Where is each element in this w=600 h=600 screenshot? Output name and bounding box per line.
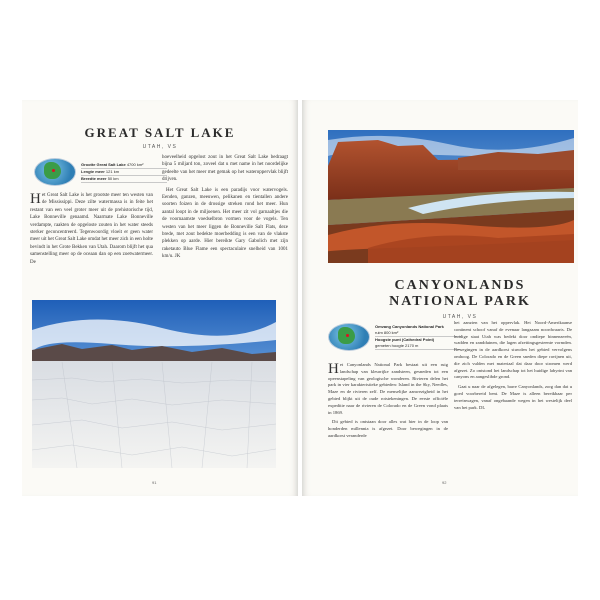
right-column-2 xyxy=(454,320,572,414)
right-fact-box xyxy=(328,323,461,351)
right-column-1 xyxy=(328,362,448,443)
body-text: Dit gebied is ontstaan door alles wat hier in de loop van honderden millennia is afgezet. Door bewegingen in de aardkorst veranderde xyxy=(328,419,448,438)
fact-row: Hoogste punt (Cathedral Point) gemeten hoogte 2170 m xyxy=(375,337,461,350)
left-fact-box xyxy=(34,158,167,186)
body-text: het aanzien van het oppervlak. Het Noord-Amerikaanse continent schoof vanaf de evenaar langzaam noordwaarts. De huidige staat Utah was bedekt door ondiepe binnenzeeën, wadden en zandduinen, die lagen afzettingsgesteente vormden. Bewegingen in de aardkorst stuwden het gebied vervolgens omhoog. De Colorado en de Green sneden diepe ravijnen uit, die zich vulden met materiaal dat daar door stromen werd afgezet. Zo ontstond het landschap tot het huidige labyrint van canyons en aangeslibde grond. xyxy=(454,320,572,380)
canyonlands-title-line-1: CANYONLANDS xyxy=(394,278,526,293)
book-spread xyxy=(22,100,578,496)
globe-map-icon xyxy=(34,158,76,186)
left-column-2 xyxy=(162,154,288,264)
fact-row: Grootte Great Salt Lake 4700 km² xyxy=(81,162,167,169)
great-salt-lake-title: GREAT SALT LAKE xyxy=(84,125,236,140)
globe-map-icon xyxy=(328,323,370,351)
right-page xyxy=(302,100,578,496)
body-text: et Canyonlands National Park bestaat uit een ruig landschap van kleurrijke zandsteen, gesneden tot een opeenstapeling van geologische wonderen. Rivieren delen het park in vier karakteristieke gebieden: Island in the Sky, Needles, Maze en de rivieren zelf. De menselijke aanwezigheid in het gebied blijkt uit de oude rotstekeningen. De eerste officiële expeditie naar de rivieren de Colorado en de Green vond plaats in 1869. xyxy=(328,362,448,415)
canyonlands-title-line-2: NATIONAL PARK xyxy=(389,294,531,309)
body-text: Gaat u naar de afgelegen, barre Canyonlands, zorg dan dat u goed voorbereid bent. De Maze is alleen bereikbaar per terreinwagen, vanaf ongebaande wegen in het westelijk deel van het park. DL xyxy=(454,384,572,410)
fact-row: Breedte meer 50 km xyxy=(81,176,167,183)
body-text: hoeveelheid opgelost zout in het Great Salt Lake bedraagt bijna 5 miljard ton, zoveel dat u met name in het noordelijke gedeelte van het meer met gemak op het wateroppervlak blijft drijven. xyxy=(162,155,288,183)
drop-cap: H xyxy=(30,191,41,207)
left-column-1 xyxy=(30,192,153,269)
fact-row: Omvang Canyonlands National Park ruim 800 km² xyxy=(375,324,461,337)
canyonlands-subtitle: UTAH, VS xyxy=(442,314,478,320)
salt-flats-photo xyxy=(32,300,276,468)
body-text: Het Great Salt Lake is een paradijs voor watervogels. Eenden, ganzen, meeuwen, pelikanen en tientallen andere soorten foizen in de drossige streken rond het meer. Hun aantal loopt in de miljoenen. Het meer zit vol garnaaltjes die de voornaamste voedselbron vormen voor de vogels. Ten westen van het meer liggen de Bonneville Salt Flats, deze brede, met zout bedekte moerbedding is een van de vlakste plekken op aarde. Hier bereikte Gary Gabolich met zijn raketauto Blue Flame een spectaculaire snelheid van 1001 km/u. JK xyxy=(162,187,288,260)
drop-cap: H xyxy=(328,361,339,377)
page-number: 91 xyxy=(152,480,157,485)
left-page xyxy=(22,100,298,496)
page-number: 92 xyxy=(442,480,447,485)
great-salt-lake-subtitle: UTAH, VS xyxy=(142,144,178,150)
canyonlands-photo xyxy=(328,130,574,263)
body-text: et Great Salt Lake is het grootste meer ten westen van de Mississippi. Deze zilte watermassa is in feite het restant van een veel groter meer uit de prehistorische tijd, Lake Bonneville genaamd. Naarmate Lake Bonneville verdampte, raakten de opgeloste zouten in het water steeds sterker geconcentreerd. Tegenwoordig vloeit er geen water meer uit het Great Salt Lake omdat het meer zich in een holte bevindt in het Grote Bekken van Utah. Daarom blijft het qua samenstelling meer op de oceaan dan op een zoetwatermeer. De xyxy=(30,193,154,265)
fact-row: Lengte meer 121 km xyxy=(81,169,167,176)
